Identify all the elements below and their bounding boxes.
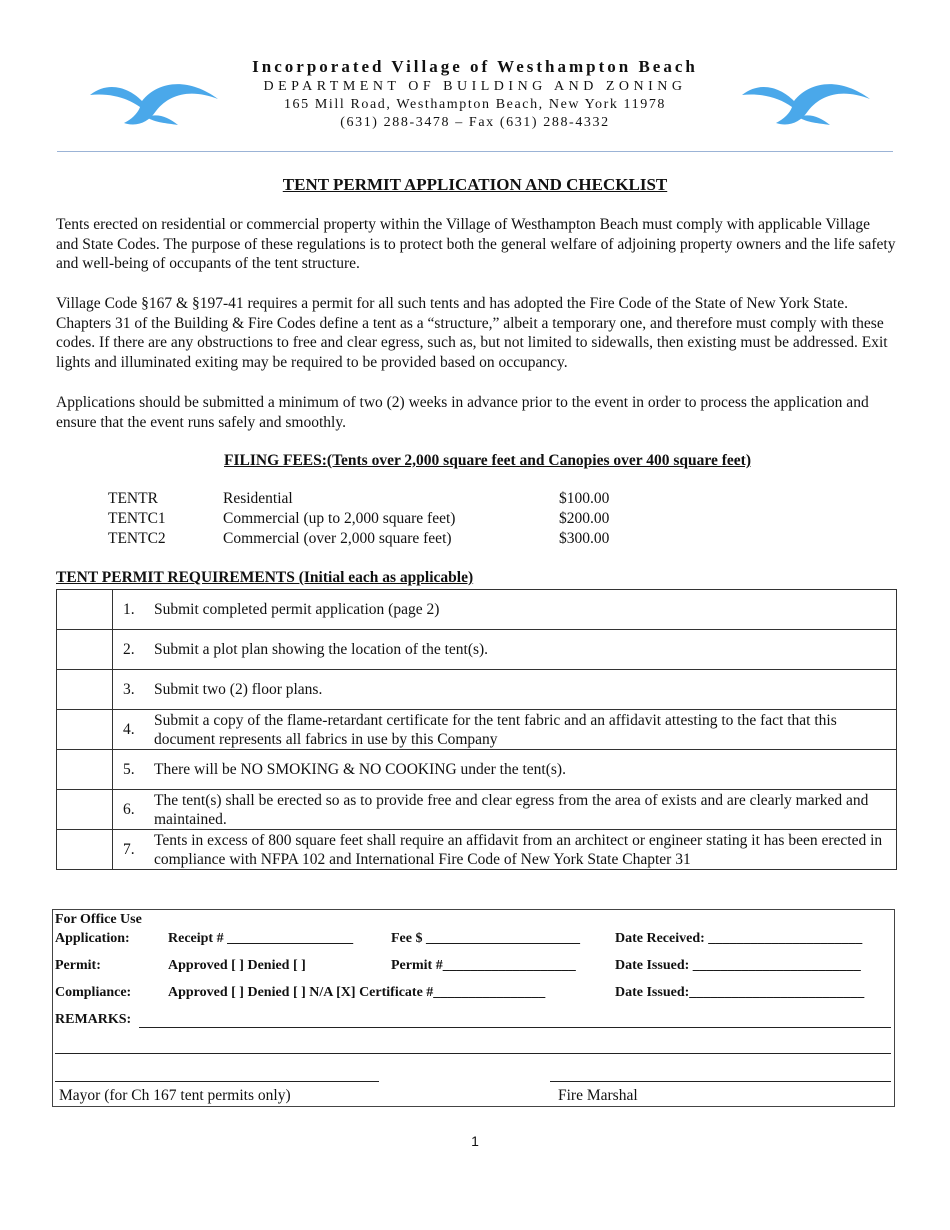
office-use-heading: For Office Use [55, 912, 142, 927]
requirement-number: 3. [123, 681, 135, 698]
compliance-status-field[interactable]: Approved [ ] Denied [ ] N/A [X] Certificate #________________ [168, 985, 546, 1000]
requirements-title: TENT PERMIT REQUIREMENTS (Initial each as applicable) [56, 569, 474, 586]
fire-marshal-signature-label: Fire Marshal [558, 1087, 638, 1104]
mayor-signature-line[interactable] [55, 1081, 379, 1082]
remarks-label: REMARKS: [55, 1012, 132, 1027]
requirement-text: Submit completed permit application (page 2) [154, 601, 440, 618]
permit-status-field[interactable]: Approved [ ] Denied [ ] [168, 958, 306, 973]
table-row [57, 710, 897, 750]
fee-code: TENTC1 [108, 510, 166, 527]
code-paragraph: Village Code §167 & §197-41 requires a permit for all such tents and has adopted the Fire Code of the State of New York State. Chapters 31 of the Building & Fire Codes define a tent as a “structure,” albeit a temporary one, and therefore must comply with these codes. If there are any obstructions to free and clear egress, such as, but not limited to sidewalls, then existing must be addressed. Exit lights and illuminated exiting may be required to be provided based on occupancy. [56, 295, 888, 372]
fee-description: Commercial (up to 2,000 square feet) [223, 510, 456, 527]
requirement-text: Submit a copy of the flame-retardant certificate for the tent fabric and an affidavit attesting to the fact that this document represents all fabrics in use by this Company [154, 711, 837, 748]
requirement-text: Tents in excess of 800 square feet shall require an affidavit from an architect or engineer stating it has been erected in compliance with NFPA 102 and International Fire Code of New York State Chapter 31 [154, 831, 883, 868]
intro-paragraph: Tents erected on residential or commercial property within the Village of Westhampton Beach must comply with applicable Village and State Codes. The purpose of these regulations is to protect both the general welfare of adjoining property owners and the life safety and well-being of occupants of the tent structure. [56, 216, 896, 273]
fire-marshal-signature-line[interactable] [550, 1081, 891, 1082]
page-number: 1 [471, 1133, 479, 1149]
table-row [57, 790, 897, 830]
requirement-number: 4. [123, 721, 135, 738]
date-received-field[interactable]: Date Received: ______________________ [615, 931, 863, 946]
receipt-field[interactable]: Receipt # __________________ [168, 931, 354, 946]
page-title: TENT PERMIT APPLICATION AND CHECKLIST [282, 175, 668, 194]
permit-date-issued-field[interactable]: Date Issued: ________________________ [615, 958, 861, 973]
fee-description: Residential [223, 490, 293, 507]
fee-amount: $300.00 [559, 530, 610, 547]
requirement-number: 7. [123, 841, 135, 858]
table-row [57, 630, 897, 670]
initial-cell[interactable] [57, 630, 113, 670]
submission-paragraph: Applications should be submitted a minimum of two (2) weeks in advance prior to the event in order to process the application and ensure that the event runs safely and smoothly. [56, 394, 869, 431]
office-use-box [52, 909, 895, 1107]
table-row [57, 750, 897, 790]
filing-fees-title: FILING FEES:(Tents over 2,000 square feet and Canopies over 400 square feet) [224, 452, 751, 469]
initial-cell[interactable] [57, 590, 113, 630]
table-row [57, 830, 897, 870]
requirement-number: 6. [123, 801, 135, 818]
application-label: Application: [55, 931, 130, 946]
address: 165 Mill Road, Westhampton Beach, New York 11978 [283, 97, 667, 112]
requirement-number: 1. [123, 601, 135, 618]
department-name: DEPARTMENT OF BUILDING AND ZONING [263, 79, 687, 94]
phone-fax: (631) 288-3478 – Fax (631) 288-4332 [340, 115, 610, 130]
permit-label: Permit: [55, 958, 101, 973]
header-divider [57, 151, 893, 152]
initial-cell[interactable] [57, 830, 113, 870]
initial-cell[interactable] [57, 790, 113, 830]
requirement-text: There will be NO SMOKING & NO COOKING under the tent(s). [154, 761, 566, 778]
requirement-text: Submit two (2) floor plans. [154, 681, 323, 698]
requirement-number: 5. [123, 761, 135, 778]
table-row [57, 590, 897, 630]
compliance-date-issued-field[interactable]: Date Issued:_________________________ [615, 985, 865, 1000]
requirement-text: The tent(s) shall be erected so as to provide free and clear egress from the area of exists and are clearly marked and maintained. [154, 791, 869, 828]
permit-number-field[interactable]: Permit #___________________ [391, 958, 576, 973]
fee-field[interactable]: Fee $ ______________________ [391, 931, 580, 946]
fee-code: TENTC2 [108, 530, 166, 547]
table-row [57, 670, 897, 710]
requirement-text: Submit a plot plan showing the location of the tent(s). [154, 641, 489, 658]
initial-cell[interactable] [57, 670, 113, 710]
requirements-table [56, 589, 897, 870]
initial-cell[interactable] [57, 710, 113, 750]
remarks-line[interactable] [139, 1027, 891, 1028]
mayor-signature-label: Mayor (for Ch 167 tent permits only) [59, 1087, 291, 1104]
fee-description: Commercial (over 2,000 square feet) [223, 530, 452, 547]
compliance-label: Compliance: [55, 985, 132, 1000]
initial-cell[interactable] [57, 750, 113, 790]
fee-amount: $100.00 [559, 490, 610, 507]
village-name: Incorporated Village of Westhampton Beach [252, 57, 698, 76]
fee-amount: $200.00 [559, 510, 610, 527]
remarks-line-2[interactable] [55, 1053, 891, 1054]
requirement-number: 2. [123, 641, 135, 658]
fee-code: TENTR [108, 490, 158, 507]
